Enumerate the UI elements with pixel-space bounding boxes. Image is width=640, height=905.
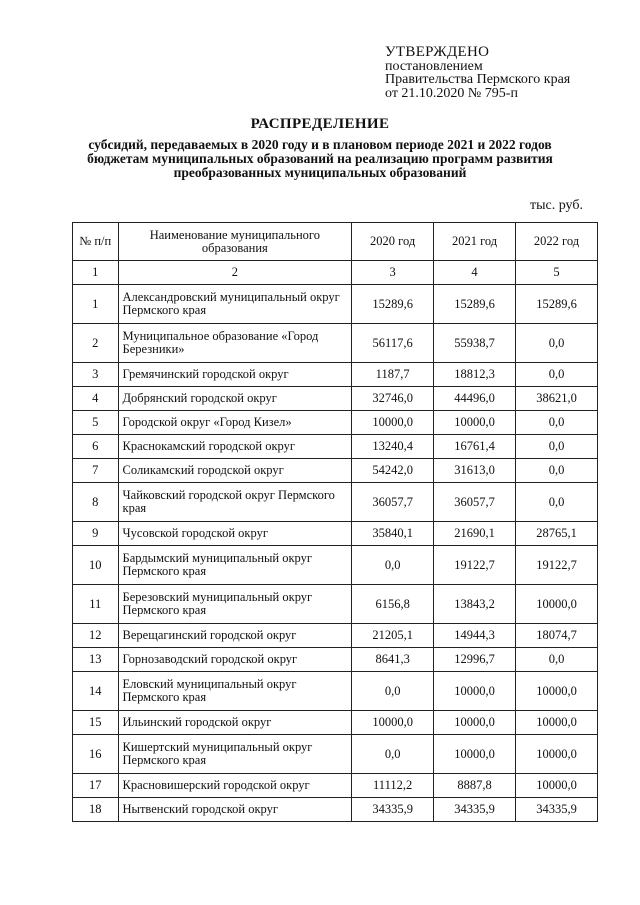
- row-2020: 54242,0: [352, 459, 434, 483]
- table-row: [73, 411, 598, 435]
- approval-line-2: Правительства Пермского края: [385, 72, 571, 87]
- row-2021: 10000,0: [434, 411, 516, 435]
- row-2021: 21690,1: [434, 522, 516, 546]
- row-name: Нытвенский городской округ: [118, 798, 352, 822]
- row-name: Бардымский муниципальный округ Пермского края: [118, 546, 352, 585]
- row-2021: 31613,0: [434, 459, 516, 483]
- table-row: [73, 774, 598, 798]
- row-2020: 21205,1: [352, 624, 434, 648]
- row-2020: 13240,4: [352, 435, 434, 459]
- row-2022: 10000,0: [516, 774, 598, 798]
- row-number: 15: [73, 711, 119, 735]
- row-name: Добрянский городской округ: [118, 387, 352, 411]
- row-number: 6: [73, 435, 119, 459]
- row-2020: 32746,0: [352, 387, 434, 411]
- header-2021: 2021 год: [434, 223, 516, 261]
- row-name: Гремячинский городской округ: [118, 363, 352, 387]
- row-2022: 15289,6: [516, 285, 598, 324]
- row-2021: 10000,0: [434, 711, 516, 735]
- row-number: 5: [73, 411, 119, 435]
- header-2022: 2022 год: [516, 223, 598, 261]
- row-2022: 0,0: [516, 411, 598, 435]
- row-number: 12: [73, 624, 119, 648]
- row-2022: 10000,0: [516, 711, 598, 735]
- row-2022: 19122,7: [516, 546, 598, 585]
- row-2021: 34335,9: [434, 798, 516, 822]
- row-name: Горнозаводский городской округ: [118, 648, 352, 672]
- row-name: Городской округ «Город Кизел»: [118, 411, 352, 435]
- row-name: Муниципальное образование «Город Березники»: [118, 324, 352, 363]
- table-row: [73, 459, 598, 483]
- row-number: 8: [73, 483, 119, 522]
- row-2020: 36057,7: [352, 483, 434, 522]
- document-subtitle: субсидий, передаваемых в 2020 году и в плановом периоде 2021 и 2022 годов бюджетам муниципальных образований на реализацию программ развития преобразованных муниципальных образований: [87, 137, 553, 180]
- table-row: [73, 522, 598, 546]
- row-number: 11: [73, 585, 119, 624]
- row-2020: 11112,2: [352, 774, 434, 798]
- table-row: [73, 387, 598, 411]
- column-number-cell: 4: [434, 261, 516, 285]
- row-2022: 0,0: [516, 435, 598, 459]
- column-number-cell: 5: [516, 261, 598, 285]
- approval-line-1: постановлением: [385, 58, 483, 74]
- header-2020: 2020 год: [352, 223, 434, 261]
- column-number-cell: 3: [352, 261, 434, 285]
- row-number: 7: [73, 459, 119, 483]
- table-row: [73, 711, 598, 735]
- approval-line-3: от 21.10.2020 № 795-п: [385, 85, 518, 101]
- row-2021: 8887,8: [434, 774, 516, 798]
- row-name: Ильинский городской округ: [118, 711, 352, 735]
- subsidy-table: [72, 222, 598, 822]
- row-2022: 0,0: [516, 363, 598, 387]
- row-2021: 16761,4: [434, 435, 516, 459]
- header-name: Наименование муниципального образования: [118, 223, 352, 261]
- table-row: [73, 648, 598, 672]
- table-row: [73, 624, 598, 648]
- row-2020: 0,0: [352, 672, 434, 711]
- row-2021: 44496,0: [434, 387, 516, 411]
- row-2021: 14944,3: [434, 624, 516, 648]
- table-row: [73, 672, 598, 711]
- table-row: [73, 363, 598, 387]
- table-row: [73, 483, 598, 522]
- row-number: 16: [73, 735, 119, 774]
- column-number-cell: 2: [118, 261, 352, 285]
- row-number: 17: [73, 774, 119, 798]
- row-number: 2: [73, 324, 119, 363]
- unit-label: тыс. руб.: [530, 198, 583, 213]
- row-number: 10: [73, 546, 119, 585]
- row-2020: 0,0: [352, 546, 434, 585]
- row-number: 1: [73, 285, 119, 324]
- row-number: 3: [73, 363, 119, 387]
- row-name: Еловский муниципальный округ Пермского края: [118, 672, 352, 711]
- row-name: Краснокамский городской округ: [118, 435, 352, 459]
- row-name: Верещагинский городской округ: [118, 624, 352, 648]
- table-row: [73, 285, 598, 324]
- document-title: РАСПРЕДЕЛЕНИЕ: [250, 116, 390, 132]
- column-number-cell: 1: [73, 261, 119, 285]
- table-row: [73, 435, 598, 459]
- row-2022: 10000,0: [516, 672, 598, 711]
- table-header-row: [73, 223, 598, 261]
- row-2021: 15289,6: [434, 285, 516, 324]
- row-2022: 28765,1: [516, 522, 598, 546]
- row-2020: 10000,0: [352, 711, 434, 735]
- row-name: Березовский муниципальный округ Пермского края: [118, 585, 352, 624]
- row-2020: 0,0: [352, 735, 434, 774]
- row-2020: 6156,8: [352, 585, 434, 624]
- approval-heading: УТВЕРЖДЕНО: [385, 44, 490, 60]
- row-2020: 15289,6: [352, 285, 434, 324]
- table-row: [73, 324, 598, 363]
- row-2020: 1187,7: [352, 363, 434, 387]
- row-name: Александровский муниципальный округ Пермского края: [118, 285, 352, 324]
- row-2022: 18074,7: [516, 624, 598, 648]
- row-name: Красновишерский городской округ: [118, 774, 352, 798]
- row-2020: 35840,1: [352, 522, 434, 546]
- row-2022: 10000,0: [516, 585, 598, 624]
- approval-block: [385, 46, 635, 100]
- row-2021: 18812,3: [434, 363, 516, 387]
- row-2022: 0,0: [516, 483, 598, 522]
- row-name: Кишертский муниципальный округ Пермского края: [118, 735, 352, 774]
- row-name: Соликамский городской округ: [118, 459, 352, 483]
- row-2022: 0,0: [516, 324, 598, 363]
- row-2022: 0,0: [516, 459, 598, 483]
- row-number: 9: [73, 522, 119, 546]
- row-2021: 10000,0: [434, 672, 516, 711]
- table-row: [73, 735, 598, 774]
- row-2021: 12996,7: [434, 648, 516, 672]
- row-2022: 34335,9: [516, 798, 598, 822]
- row-2020: 8641,3: [352, 648, 434, 672]
- row-number: 14: [73, 672, 119, 711]
- row-name: Чусовской городской округ: [118, 522, 352, 546]
- row-2021: 10000,0: [434, 735, 516, 774]
- row-number: 13: [73, 648, 119, 672]
- table-row: [73, 798, 598, 822]
- row-2021: 36057,7: [434, 483, 516, 522]
- row-name: Чайковский городской округ Пермского края: [118, 483, 352, 522]
- row-2022: 0,0: [516, 648, 598, 672]
- row-2020: 56117,6: [352, 324, 434, 363]
- row-2020: 10000,0: [352, 411, 434, 435]
- header-number: № п/п: [73, 223, 119, 261]
- column-number-row: [73, 261, 598, 285]
- table-row: [73, 585, 598, 624]
- row-number: 18: [73, 798, 119, 822]
- row-2021: 19122,7: [434, 546, 516, 585]
- row-number: 4: [73, 387, 119, 411]
- row-2020: 34335,9: [352, 798, 434, 822]
- row-2021: 55938,7: [434, 324, 516, 363]
- row-2021: 13843,2: [434, 585, 516, 624]
- row-2022: 38621,0: [516, 387, 598, 411]
- row-2022: 10000,0: [516, 735, 598, 774]
- table-row: [73, 546, 598, 585]
